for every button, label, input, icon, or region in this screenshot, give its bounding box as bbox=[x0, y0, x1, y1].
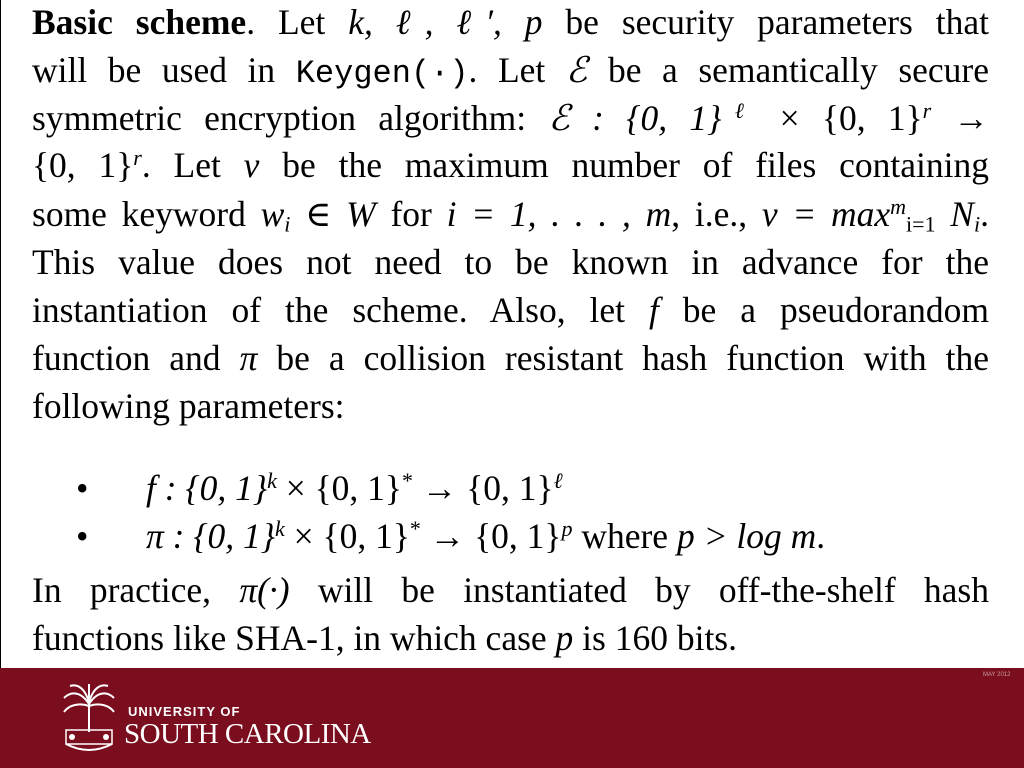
text-line-8: function and π be a collision resistant hash function with the bbox=[32, 338, 990, 378]
text-line-11: functions like SHA-1, in which case p is 160 bits. bbox=[32, 618, 738, 658]
bullet-icon: • bbox=[76, 468, 89, 508]
footer-bar bbox=[0, 668, 1024, 768]
bullet-item-pi: • π : {0, 1}$^k$ × {0, 1}* → {0, 1}$^p$ where p > log m. bbox=[76, 515, 826, 556]
bullet-icon: • bbox=[76, 516, 89, 556]
text-line-9: following parameters: bbox=[32, 386, 345, 426]
tiny-footer-label: MAY 2012 bbox=[983, 672, 1011, 678]
university-name-logo: SOUTH CAROLINA bbox=[124, 718, 371, 750]
text-line-10: In practice, π(·) will be instantiated by off-the-shelf hash bbox=[32, 570, 989, 610]
text-line-1: Basic scheme. Let k, ℓ, ℓ′, p be security parameters that bbox=[32, 2, 989, 42]
text-line-6: This value does not need to be known in advance for the bbox=[32, 242, 989, 282]
palmetto-seal-icon bbox=[60, 680, 118, 756]
text-line-7: instantiation of the scheme. Also, let f be a pseudorandom bbox=[32, 290, 989, 330]
heading-basic-scheme: Basic scheme bbox=[32, 2, 247, 42]
text-line-3: symmetric encryption algorithm: ℰ : {0, 1}$^\ell$ × {0, 1}$^r$ → bbox=[32, 97, 989, 138]
text-line-5: some keyword $w_i$ ∈ W for i = 1, . . . , m, i.e., $\nu = \max^m_{i=1} N_i$. bbox=[32, 193, 989, 237]
text-line-2: will be used in Keygen(·). Let ℰ be a semantically secure bbox=[32, 50, 989, 92]
keygen-code: Keygen(·) bbox=[295, 55, 469, 92]
text-line-4: {0, 1}$^r$. Let ν be the maximum number of files containing bbox=[32, 144, 989, 185]
university-of-label: UNIVERSITY OF bbox=[128, 704, 241, 719]
bullet-item-f: • f : {0, 1}$^k$ × {0, 1}* → {0, 1}$^\ell$ bbox=[76, 467, 563, 508]
